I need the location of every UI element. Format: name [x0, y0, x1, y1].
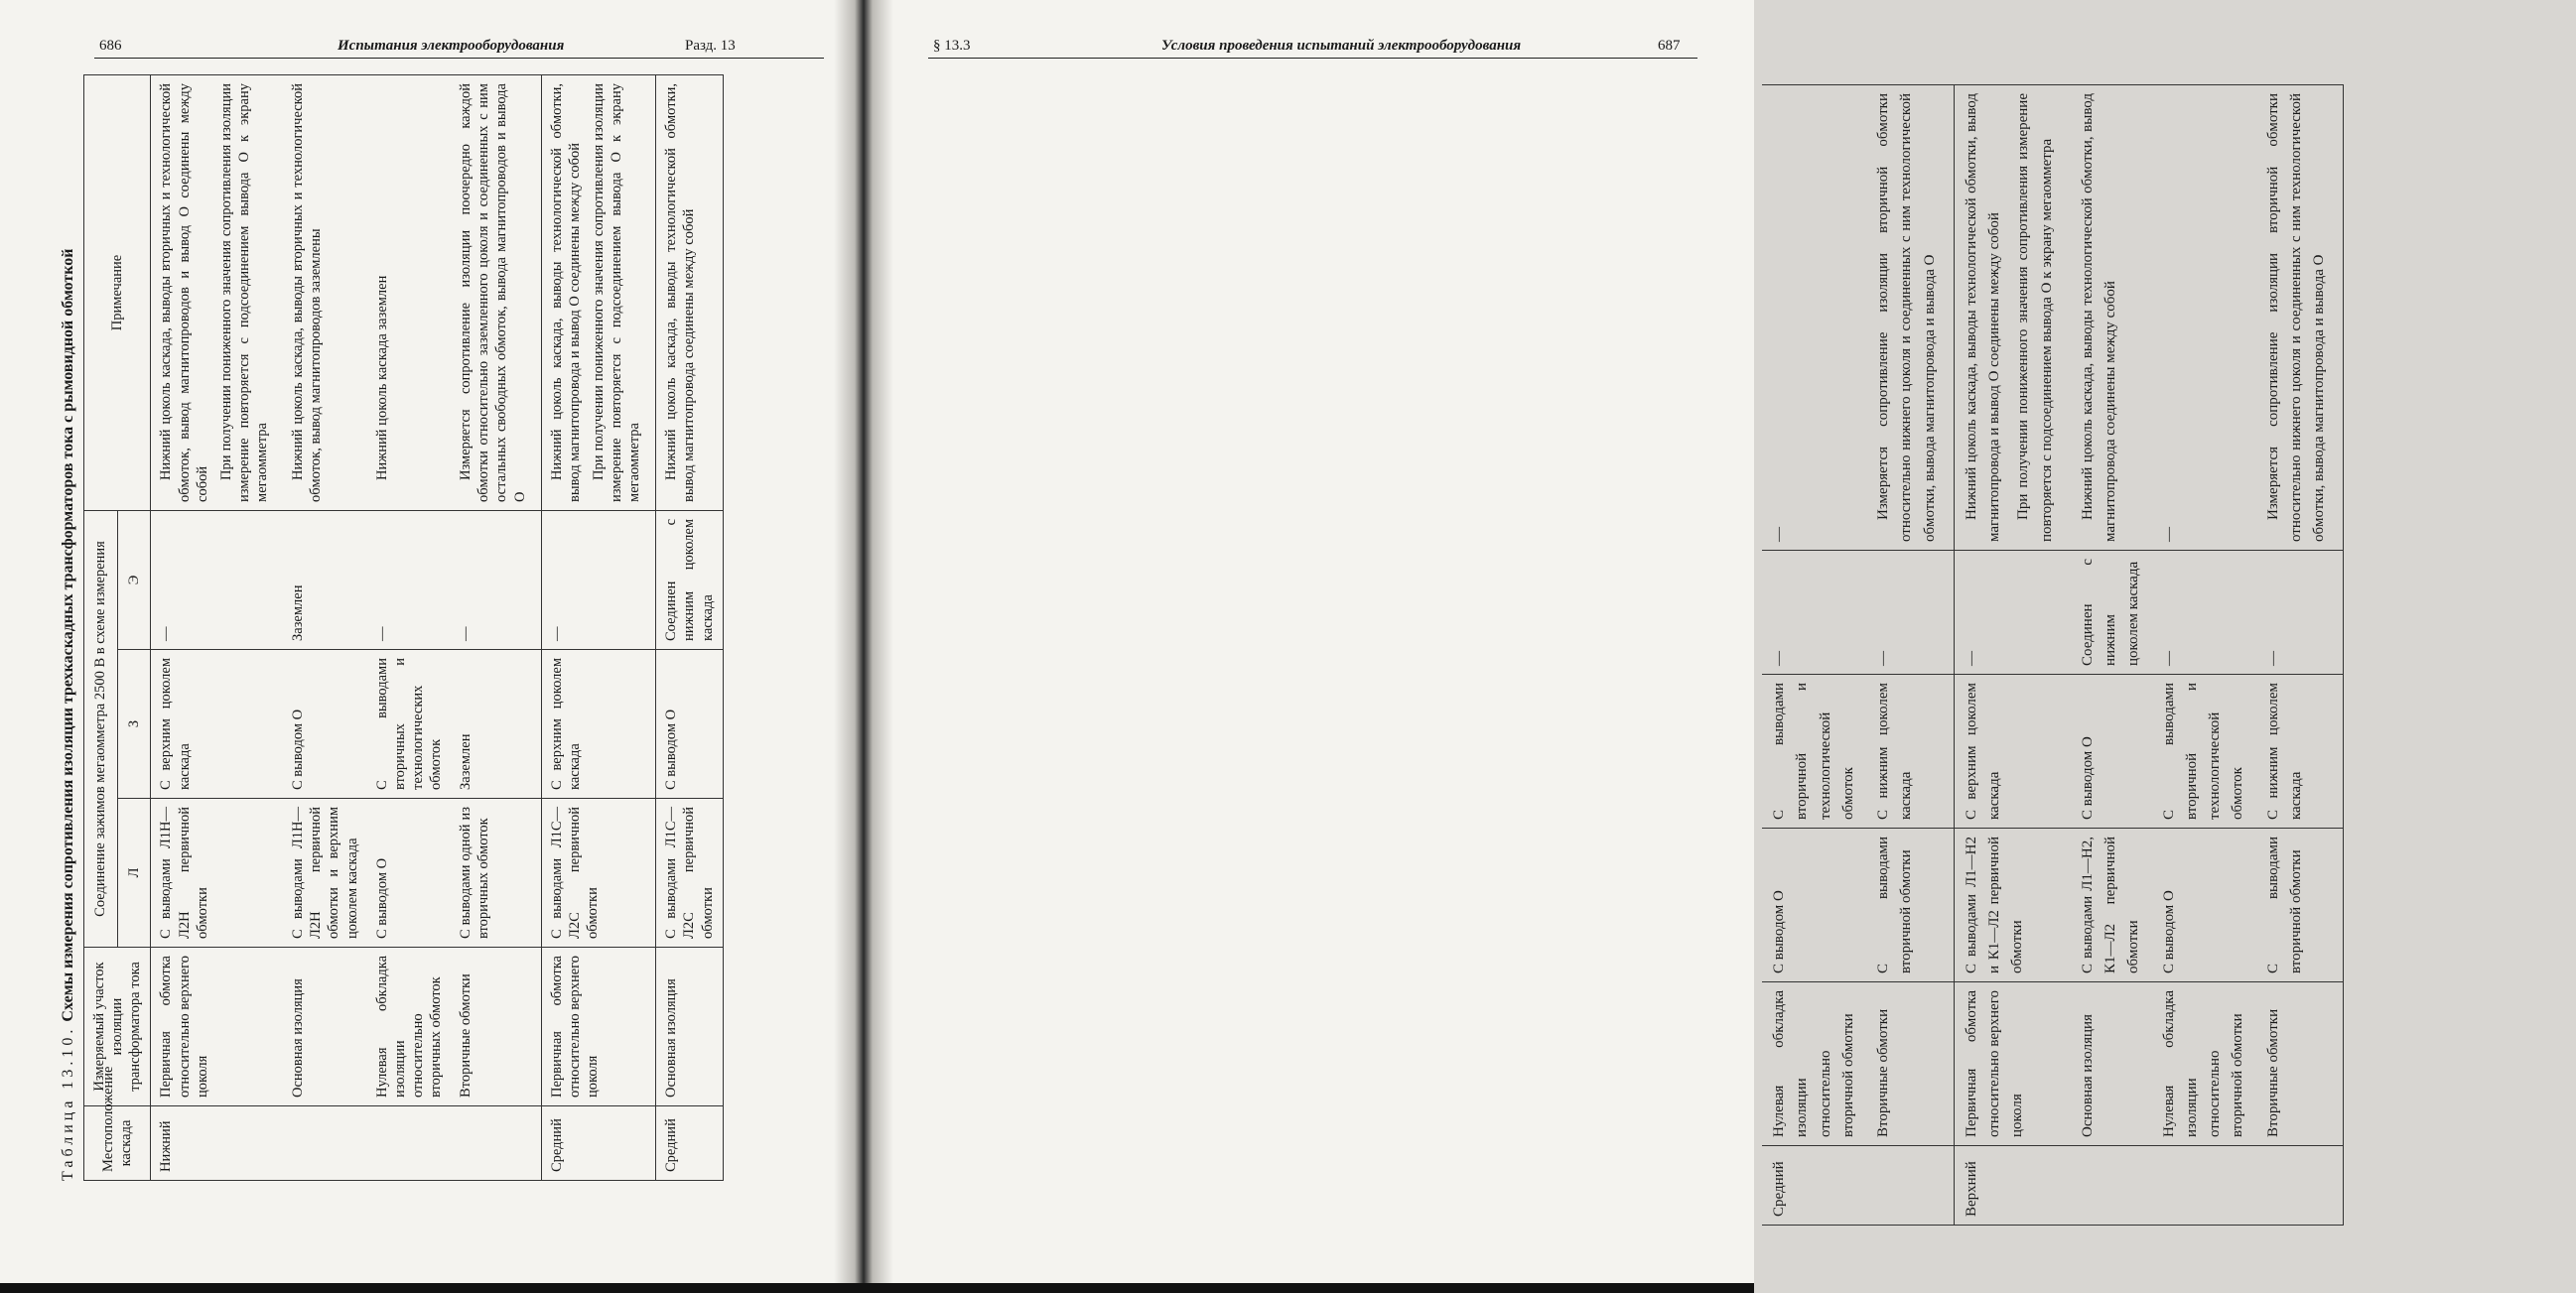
note-cell	[541, 75, 656, 511]
note-paragraph: Нижний цоколь каскада заземлен	[373, 275, 390, 480]
l-cell: С выводами Л1—Н2 и К1—Л2 первичной обмотки	[1954, 829, 2071, 982]
section-cell: Нулевая обкладка изоляции относительно вторичной обмотки	[2152, 982, 2256, 1146]
running-title-left	[338, 38, 564, 55]
note-paragraph: Измеряется сопротивление изоляции поочередно каждой обмотки относительно заземленного цоколя и соединенных с ним остальных свободных обмоток, вывода магнитопроводов и вывода О	[458, 83, 528, 502]
note-paragraph: —	[2160, 527, 2177, 542]
note-cell	[1866, 85, 1954, 551]
l-cell: С выводом О	[1762, 829, 1866, 982]
l-cell: С выводами Л1С—Л2С первичной обмотки	[541, 799, 656, 948]
z-cell: С выводом О	[656, 650, 723, 799]
running-title-right	[1161, 38, 1521, 55]
location-cell: Средний	[656, 1106, 723, 1181]
z-cell: С верхним цоколем каскада	[1954, 675, 2071, 829]
section-cell: Нулевая обкладка изоляции относительно вторичных обмоток	[367, 948, 452, 1106]
note-paragraph: Нижний цоколь каскада, выводы технологической обмотки, вывод магнитопровода соединены между собой	[2079, 93, 2118, 542]
note-paragraph: Нижний цоколь каскада, выводы технологической обмотки, вывод магнитопровода и вывод О соединены между собой	[1963, 93, 2002, 542]
z-cell: С нижним цоколем каскада	[1866, 675, 1954, 829]
book-gutter	[834, 0, 893, 1293]
table-row	[2256, 85, 2344, 1226]
note-cell	[1762, 85, 1866, 551]
table-row	[1762, 85, 1866, 1226]
e-cell: —	[1762, 551, 1866, 675]
l-cell: С выводами вторичной обмотки	[1866, 829, 1954, 982]
section-cell: Вторичные обмотки	[451, 948, 541, 1106]
e-cell: —	[2152, 551, 2256, 675]
table-row	[451, 75, 541, 1181]
e-cell: —	[1866, 551, 1954, 675]
rotated-table-right	[1762, 84, 2576, 1226]
header-section: Измеряемый участок изоляции трансформатора тока	[84, 948, 151, 1106]
location-cell: Верхний	[1954, 1146, 2344, 1226]
header-location: Местоположение каскада	[84, 1106, 151, 1181]
note-paragraph: Измеряется сопротивление изоляции вторичной обмотки относительно нижнего цоколя и соединенных с ним технологической обмотки, вывода магнитопровода и вывода О	[1875, 93, 1938, 542]
e-cell: Заземлен	[283, 510, 367, 649]
table-row	[2071, 85, 2152, 1226]
z-cell: С нижним цоколем каскада	[2256, 675, 2344, 829]
running-title-left-text: Испытания электрооборудования	[338, 38, 565, 54]
section-cell: Первичная обмотка относительно верхнего цоколя	[1954, 982, 2071, 1146]
section-label-right: § 13.3	[933, 38, 971, 54]
z-cell: С верхним цоколем каскада	[151, 650, 283, 799]
header-col-z: З	[117, 650, 151, 799]
note-paragraph: Нижний цоколь каскада, выводы технологической обмотки, вывод магнитопровода соединены между собой	[663, 83, 698, 502]
left-page	[0, 0, 864, 1293]
running-title-right-text: Условия проведения испытаний электрооборудования	[1161, 38, 1522, 54]
l-cell: С выводами Л1—Н2, К1—Л2 первичной обмотки	[2071, 829, 2152, 982]
note-cell	[2152, 85, 2256, 551]
location-cell: Нижний	[151, 1106, 541, 1181]
right-page	[864, 0, 2327, 1293]
measurement-table-left	[83, 74, 724, 1181]
page-number-left: 686	[99, 38, 122, 54]
note-paragraph: Нижний цоколь каскада, выводы технологической обмотки, вывод магнитопровода и вывод О соединены между собой	[548, 83, 583, 502]
e-cell: —	[451, 510, 541, 649]
table-row	[1866, 85, 1954, 1226]
rotated-table-left	[60, 74, 844, 1181]
section-cell: Вторичные обмотки	[2256, 982, 2344, 1146]
page-number-right: 687	[1658, 38, 1681, 54]
table-row	[151, 75, 283, 1181]
e-cell: Соединен с нижним цоколем каскада	[2071, 551, 2152, 675]
note-paragraph: При получении пониженного значения сопротивления изоляции измерение повторяется с подсоединением вывода О к экрану мегаомметра	[590, 83, 643, 502]
table-row	[283, 75, 367, 1181]
table-caption-text: Схемы измерения сопротивления изоляции трехкаскадных трансформаторов тока с рымовидной обмоткой	[60, 248, 76, 1022]
header-rule-left	[94, 58, 824, 59]
note-paragraph: Нижний цоколь каскада, выводы вторичных и технологической обмоток, вывод магнитопроводов заземлены	[290, 83, 325, 502]
measurement-table-right	[1762, 84, 2344, 1226]
e-cell: —	[1954, 551, 2071, 675]
l-cell: С выводами вторичной обмотки	[2256, 829, 2344, 982]
e-cell: —	[2256, 551, 2344, 675]
location-cell: Средний	[541, 1106, 656, 1181]
section-cell: Основная изоляция	[656, 948, 723, 1106]
e-cell: —	[151, 510, 283, 649]
z-cell: С выводами вторичной и технологической обмоток	[2152, 675, 2256, 829]
l-cell: С выводами одной из вторичных обмоток	[451, 799, 541, 948]
note-cell	[2071, 85, 2152, 551]
z-cell: С выводом О	[283, 650, 367, 799]
note-cell	[1954, 85, 2071, 551]
header-rule-right	[928, 58, 1697, 59]
section-cell: Основная изоляция	[2071, 982, 2152, 1146]
z-cell: С выводом О	[2071, 675, 2152, 829]
table-caption	[60, 74, 77, 1181]
section-cell: Вторичные обмотки	[1866, 982, 1954, 1146]
header-note: Примечание	[84, 75, 151, 511]
l-cell: С выводом О	[2152, 829, 2256, 982]
header-connection: Соединение зажимов мегаомметра 2500 В в схеме измерения	[84, 510, 118, 947]
l-cell: С выводом О	[367, 799, 452, 948]
z-cell: С выводами вторичных и технологических обмоток	[367, 650, 452, 799]
note-cell	[2256, 85, 2344, 551]
section-cell: Основная изоляция	[283, 948, 367, 1106]
note-paragraph: При получении пониженного значения сопротивления изоляции измерение повторяется с подсоединением вывода О к экрану мегаомметра	[217, 83, 270, 502]
note-paragraph: Измеряется сопротивление изоляции вторичной обмотки относительно нижнего цоколя и соединенных с ним технологической обмотки, вывода магнитопровода и вывода О	[2264, 93, 2327, 542]
table-row	[656, 75, 723, 1181]
table-row	[1954, 85, 2071, 1226]
note-cell	[151, 75, 283, 511]
table-row	[541, 75, 656, 1181]
section-label-left: Разд. 13	[685, 38, 736, 54]
note-cell	[451, 75, 541, 511]
l-cell: С выводами Л1Н—Л2Н первичной обмотки	[151, 799, 283, 948]
note-cell	[283, 75, 367, 511]
e-cell: Соединен с нижним цоколем каскада	[656, 510, 723, 649]
table-row	[2152, 85, 2256, 1226]
z-cell: С выводами вторичной и технологической обмоток	[1762, 675, 1866, 829]
note-paragraph: При получении пониженного значения сопротивления измерение повторяется с подсоединением вывода О к экрану мегаомметра	[2015, 93, 2055, 542]
note-cell	[367, 75, 452, 511]
l-cell: С выводами Л1С—Л2С первичной обмотки	[656, 799, 723, 948]
section-cell: Первичная обмотка относительно верхнего цоколя	[541, 948, 656, 1106]
e-cell: —	[541, 510, 656, 649]
table-caption-prefix: Таблица 13.10.	[60, 1025, 76, 1181]
section-cell: Нулевая обкладка изоляции относительно вторичной обмотки	[1762, 982, 1866, 1146]
scan-bottom-edge	[0, 1283, 1754, 1293]
z-cell: Заземлен	[451, 650, 541, 799]
e-cell: —	[367, 510, 452, 649]
l-cell: С выводами Л1Н—Л2Н первичной обмотки и верхним цоколем каскада	[283, 799, 367, 948]
location-cell: Средний	[1762, 1146, 1954, 1226]
header-col-e: Э	[117, 510, 151, 649]
note-paragraph: Нижний цоколь каскада, выводы вторичных и технологической обмоток, вывод магнитопроводов и вывод О соединены между собой	[158, 83, 210, 502]
note-cell	[656, 75, 723, 511]
z-cell: С верхним цоколем каскада	[541, 650, 656, 799]
section-cell: Первичная обмотка относительно верхнего цоколя	[151, 948, 283, 1106]
note-paragraph: —	[1771, 527, 1787, 542]
table-row	[367, 75, 452, 1181]
header-col-l: Л	[117, 799, 151, 948]
